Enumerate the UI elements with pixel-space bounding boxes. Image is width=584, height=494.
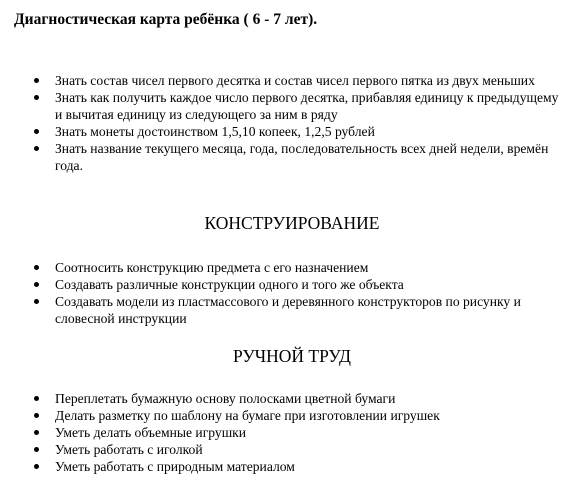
bullet-icon: [34, 95, 39, 100]
list-item-text: Создавать модели из пластмассового и деревянного конструкторов по рисунку и словесной инструкции: [55, 294, 521, 326]
bullet-icon: [34, 447, 39, 452]
list-item: [0, 259, 584, 276]
list-item-text: Знать монеты достоинством 1,5,10 копеек, 1,2,5 рублей: [55, 124, 375, 139]
list-item-text: Уметь делать объемные игрушки: [55, 425, 247, 440]
section-heading-handwork: РУЧНОЙ ТРУД: [233, 346, 351, 366]
list-item: [0, 123, 584, 140]
construction-skills-list: [0, 259, 584, 327]
list-item: [0, 72, 584, 89]
bullet-icon: [34, 78, 39, 83]
list-item-text: Уметь работать с иголкой: [55, 442, 203, 457]
list-item-text: Соотносить конструкцию предмета с его назначением: [55, 260, 369, 275]
bullet-icon: [34, 282, 39, 287]
list-item-text: Знать состав чисел первого десятка и состав чисел первого пятка из двух меньших: [55, 73, 535, 88]
list-item-text: Делать разметку по шаблону на бумаге при изготовлении игрушек: [55, 408, 440, 423]
list-item-text: Переплетать бумажную основу полосками цветной бумаги: [55, 391, 396, 406]
list-item: [0, 293, 584, 327]
document-title: Диагностическая карта ребёнка ( 6 - 7 лет).: [14, 11, 318, 28]
list-item-text: Знать как получить каждое число первого десятка, прибавляя единицу к предыдущему и вычитая единицу из следующего за ним в ряду: [55, 90, 559, 122]
bullet-icon: [34, 265, 39, 270]
list-item-text: Создавать различные конструкции одного и того же объекта: [55, 277, 404, 292]
list-item: [0, 441, 584, 458]
handwork-skills-list: [0, 390, 584, 475]
bullet-icon: [34, 430, 39, 435]
list-item: [0, 390, 584, 407]
list-item: [0, 458, 584, 475]
list-item: [0, 89, 584, 123]
bullet-icon: [34, 464, 39, 469]
list-item: [0, 276, 584, 293]
list-item: [0, 140, 584, 174]
list-item-text: Знать название текущего месяца, года, последовательность всех дней недели, времён года.: [55, 141, 549, 173]
math-skills-list: [0, 72, 584, 174]
list-item: [0, 407, 584, 424]
bullet-icon: [34, 413, 39, 418]
section-heading-construction: КОНСТРУИРОВАНИЕ: [204, 213, 380, 233]
list-item: [0, 424, 584, 441]
list-item-text: Уметь работать с природным материалом: [55, 459, 295, 474]
bullet-icon: [34, 299, 39, 304]
bullet-icon: [34, 146, 39, 151]
bullet-icon: [34, 396, 39, 401]
bullet-icon: [34, 129, 39, 134]
